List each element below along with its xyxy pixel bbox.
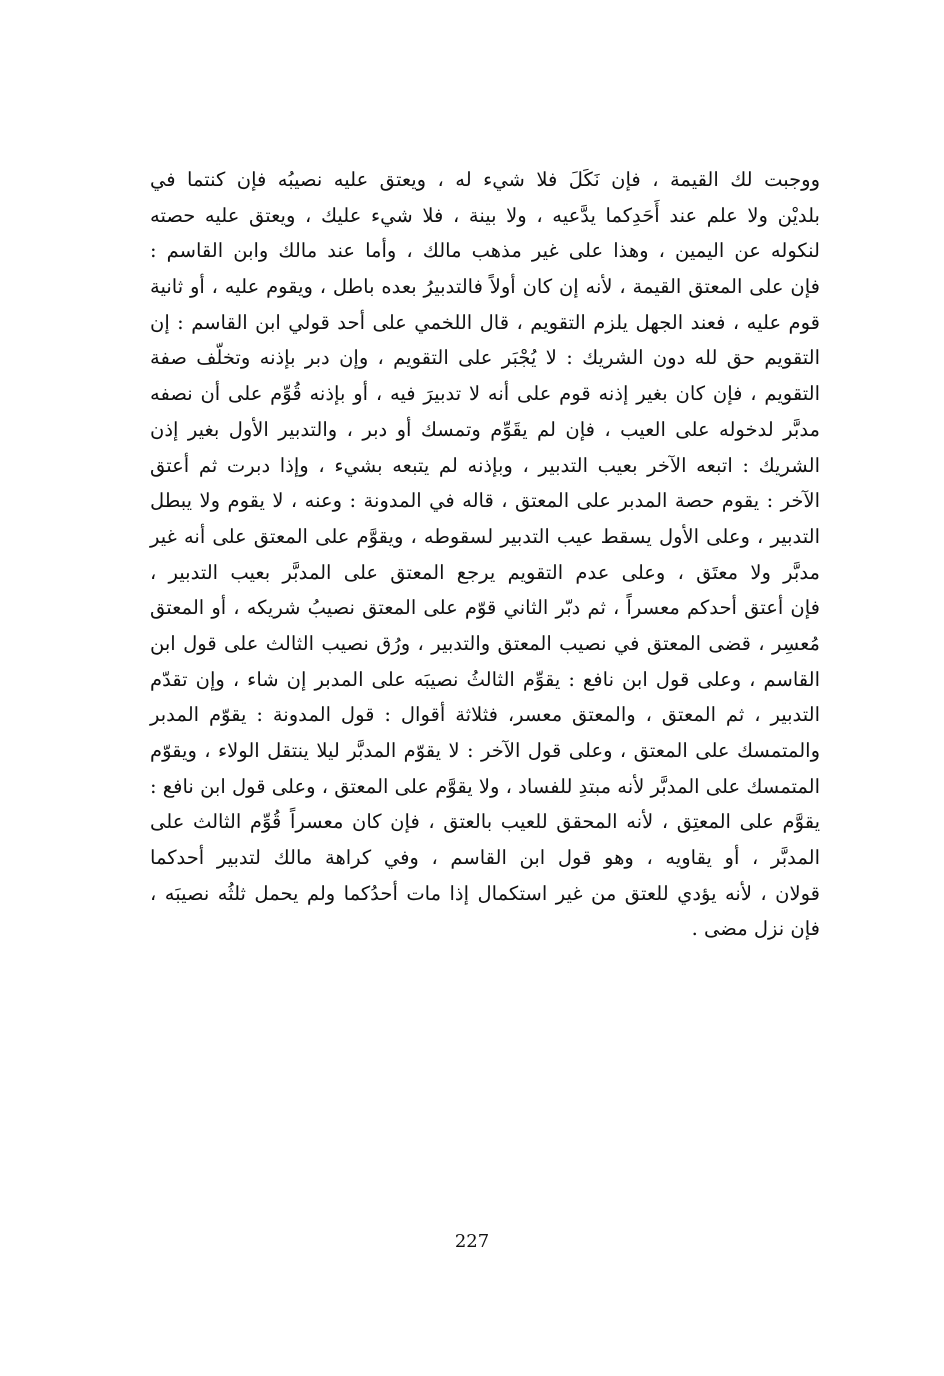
text-line: التدبير ، ثم المعتق ، والمعتق معسر، فثلاثة أقوال : قول المدونة : يقوّم المدبر — [150, 703, 820, 727]
text-line: مدبَّر لدخوله على العيب ، فإن لم يقَوِّم وتمسك أو دبر ، والتدبير الأول بغير إذن — [150, 417, 820, 441]
text-line: قوم عليه ، فعند الجهل يلزم التقويم ، قال اللخمي على أحد قولي ابن القاسم : إن — [150, 310, 820, 334]
page-number: 227 — [454, 1231, 490, 1252]
text-line: الآخر : يقوم حصة المدبر على المعتق ، قاله في المدونة : وعنه ، لا يقوم ولا يبطل — [150, 489, 820, 513]
text-line: التقويم ، فإن كان بغير إذنه قوم على أنه لا تدبيرَ فيه ، أو بإذنه قُوِّم على أن نصفه — [150, 382, 820, 406]
text-line: المدبَّر ، أو يقاويه ، وهو قول ابن القاسم ، وفي كراهة مالك لتدبير أحدكما — [150, 846, 820, 870]
text-line: الشريك : اتبعه الآخر بعيب التدبير ، وبإذنه لم يتبعه بشيء ، وإذا دبرت ثم أعتق — [150, 453, 820, 477]
body-text — [150, 162, 820, 947]
text-line: التقويم حق لله دون الشريك : لا يُجْبَر على التقويم ، وإن دبر بإذنه وتخلّف صفة — [150, 346, 820, 370]
text-line: والمتمسك على المعتق ، وعلى قول الآخر : لا يقوّم المدبَّر ليلا ينتقل الولاء ، ويقوّم — [150, 739, 820, 762]
text-line: القاسم ، وعلى قول ابن نافع : يقوِّم الثالثُ نصيبَه على المدبر إن شاء ، وإن تقدّم — [150, 667, 820, 691]
text-line: فإن نزل مضى . — [691, 917, 820, 941]
text-line: قولان ، لأنه يؤدي للعتق من غير استكمال إذا مات أحدُكما ولم يحمل ثلثُه نصيبَه ، — [150, 881, 820, 905]
text-line: التدبير ، وعلى الأول يسقط عيب التدبير لسقوطه ، ويقوَّم على المعتق على أنه غير — [150, 524, 820, 548]
text-line: مدبَّر ولا معتَق ، وعلى عدم التقويم يرجع المعتق على المدبَّر بعيب التدبير ، — [150, 560, 820, 584]
text-line: فإن على المعتق القيمة ، لأنه إن كان أولاً فالتدبيرُ بعده باطل ، ويقوم عليه ، أو ثانية — [150, 275, 820, 299]
text-line: لنكوله عن اليمين ، وهذا على غير مذهب مالك ، وأما عند مالك وابن القاسم : — [150, 239, 820, 263]
text-line: بلديْن ولا علم عند أَحَدِكما يدَّعيه ، ولا بينة ، فلا شيء عليك ، ويعتق عليه حصته — [150, 203, 820, 227]
text-line: مُعسِر ، قضى المعتق في نصيب المعتق والتدبير ، ورُق نصيب الثالث على قول ابن — [150, 631, 820, 655]
text-line: ووجبت لك القيمة ، فإن نَكَلَ فلا شيء له ، ويعتق عليه نصيبُه فإن كنتما في — [150, 168, 820, 191]
text-line: يقوَّم على المعتِق ، لأنه المحقق للعيب بالعتق ، فإن كان معسراً قُوِّم الثالث على — [150, 810, 820, 834]
text-line: فإن أعتق أحدكم معسراً ، ثم دبّر الثاني قوّم على المعتق نصيبُ شريكه ، أو المعتق — [150, 596, 820, 620]
text-line: المتمسك على المدبَّر لأنه مبتدِ للفساد ، ولا يقوَّم على المعتق ، وعلى قول ابن نافع : — [150, 774, 820, 798]
